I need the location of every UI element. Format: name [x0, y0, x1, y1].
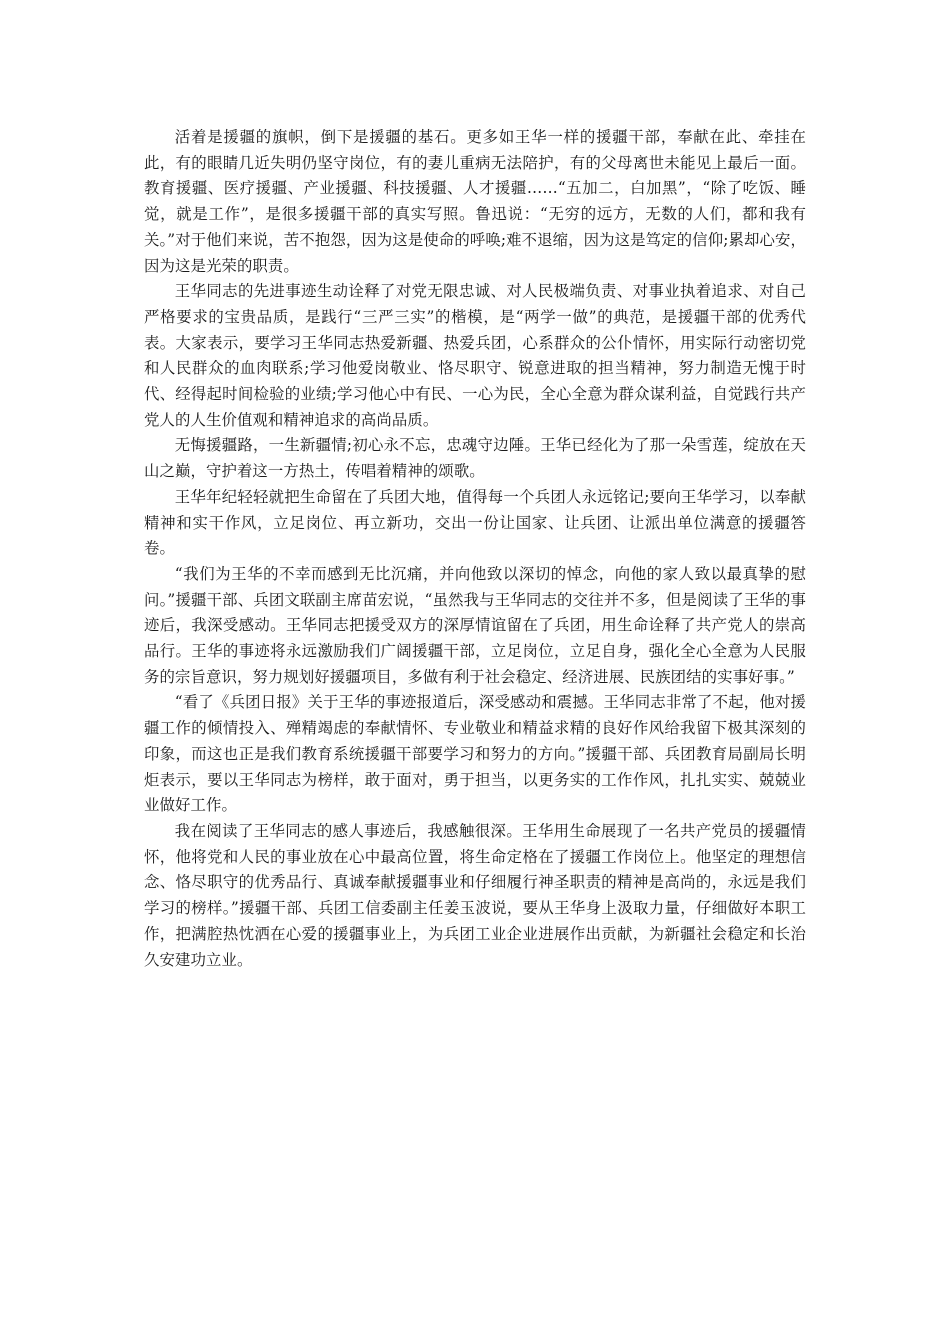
paragraph-4: 王华年纪轻轻就把生命留在了兵团大地，值得每一个兵团人永远铭记;要向王华学习，以奉献精神和实干作风，立足岗位、再立新功，交出一份让国家、让兵团、让派出单位满意的援疆答卷。 [144, 487, 806, 558]
paragraph-7: 我在阅读了王华同志的感人事迹后，我感触很深。王华用生命展现了一名共产党员的援疆情怀，他将党和人民的事业放在心中最高位置，将生命定格在了援疆工作岗位上。他坚定的理想信念、恪尽职守的优秀品行、真诚奉献援疆事业和仔细履行神圣职责的精神是高尚的，永远是我们学习的榜样。”援疆干部、兵团工信委副主任姜玉波说，要从王华身上汲取力量，仔细做好本职工作，把满腔热忱洒在心爱的援疆事业上，为兵团工业企业进展作出贡献，为新疆社会稳定和长治久安建功立业。 [144, 821, 806, 969]
paragraph-2: 王华同志的先进事迹生动诠释了对党无限忠诚、对人民极端负责、对事业执着追求、对自己严格要求的宝贵品质，是践行“三严三实”的楷模，是“两学一做”的典范，是援疆干部的优秀代表。大家表示，要学习王华同志热爱新疆、热爱兵团，心系群众的公仆情怀，用实际行动密切党和人民群众的血肉联系;学习他爱岗敬业、恪尽职守、锐意进取的担当精神，努力制造无愧于时代、经得起时间检验的业绩;学习他心中有民、一心为民，全心全意为群众谋利益，自觉践行共产党人的人生价值观和精神追求的高尚品质。 [144, 282, 806, 429]
paragraph-5: “我们为王华的不幸而感到无比沉痛，并向他致以深切的悼念，向他的家人致以最真挚的慰问。”援疆干部、兵团文联副主席苗宏说，“虽然我与王华同志的交往并不多，但是阅读了王华的事迹后，我深受感动。王华同志把援受双方的深厚情谊留在了兵团，用生命诠释了共产党人的崇高品行。王华的事迹将永远激励我们广阔援疆干部，立足岗位，立足自身，强化全心全意为人民服务的宗旨意识，努力规划好援疆项目，多做有利于社会稳定、经济进展、民族团结的实事好事。” [144, 564, 806, 686]
paragraph-6: “看了《兵团日报》关于王华的事迹报道后，深受感动和震撼。王华同志非常了不起，他对援疆工作的倾情投入、殚精竭虑的奉献情怀、专业敬业和精益求精的良好作风给我留下极其深刻的印象，而这也正是我们教育系统援疆干部要学习和努力的方向。”援疆干部、兵团教育局副局长明炬表示，要以王华同志为榜样，敢于面对，勇于担当，以更务实的工作作风，扎扎实实、兢兢业业做好工作。 [144, 693, 806, 815]
document-page [144, 125, 806, 973]
paragraph-3: 无悔援疆路，一生新疆情;初心永不忘，忠魂守边陲。王华已经化为了那一朵雪莲，绽放在天山之巅，守护着这一方热土，传唱着精神的颂歌。 [144, 436, 806, 481]
paragraph-1: 活着是援疆的旗帜，倒下是援疆的基石。更多如王华一样的援疆干部，奉献在此、牵挂在此，有的眼睛几近失明仍坚守岗位，有的妻儿重病无法陪护，有的父母离世未能见上最后一面。教育援疆、医疗援疆、产业援疆、科技援疆、人才援疆……“五加二，白加黑”，“除了吃饭、睡觉，就是工作”，是很多援疆干部的真实写照。鲁迅说：“无穷的远方，无数的人们，都和我有关。”对于他们来说，苦不抱怨，因为这是使命的呼唤;难不退缩，因为这是笃定的信仰;累却心安，因为这是光荣的职责。 [144, 128, 806, 275]
